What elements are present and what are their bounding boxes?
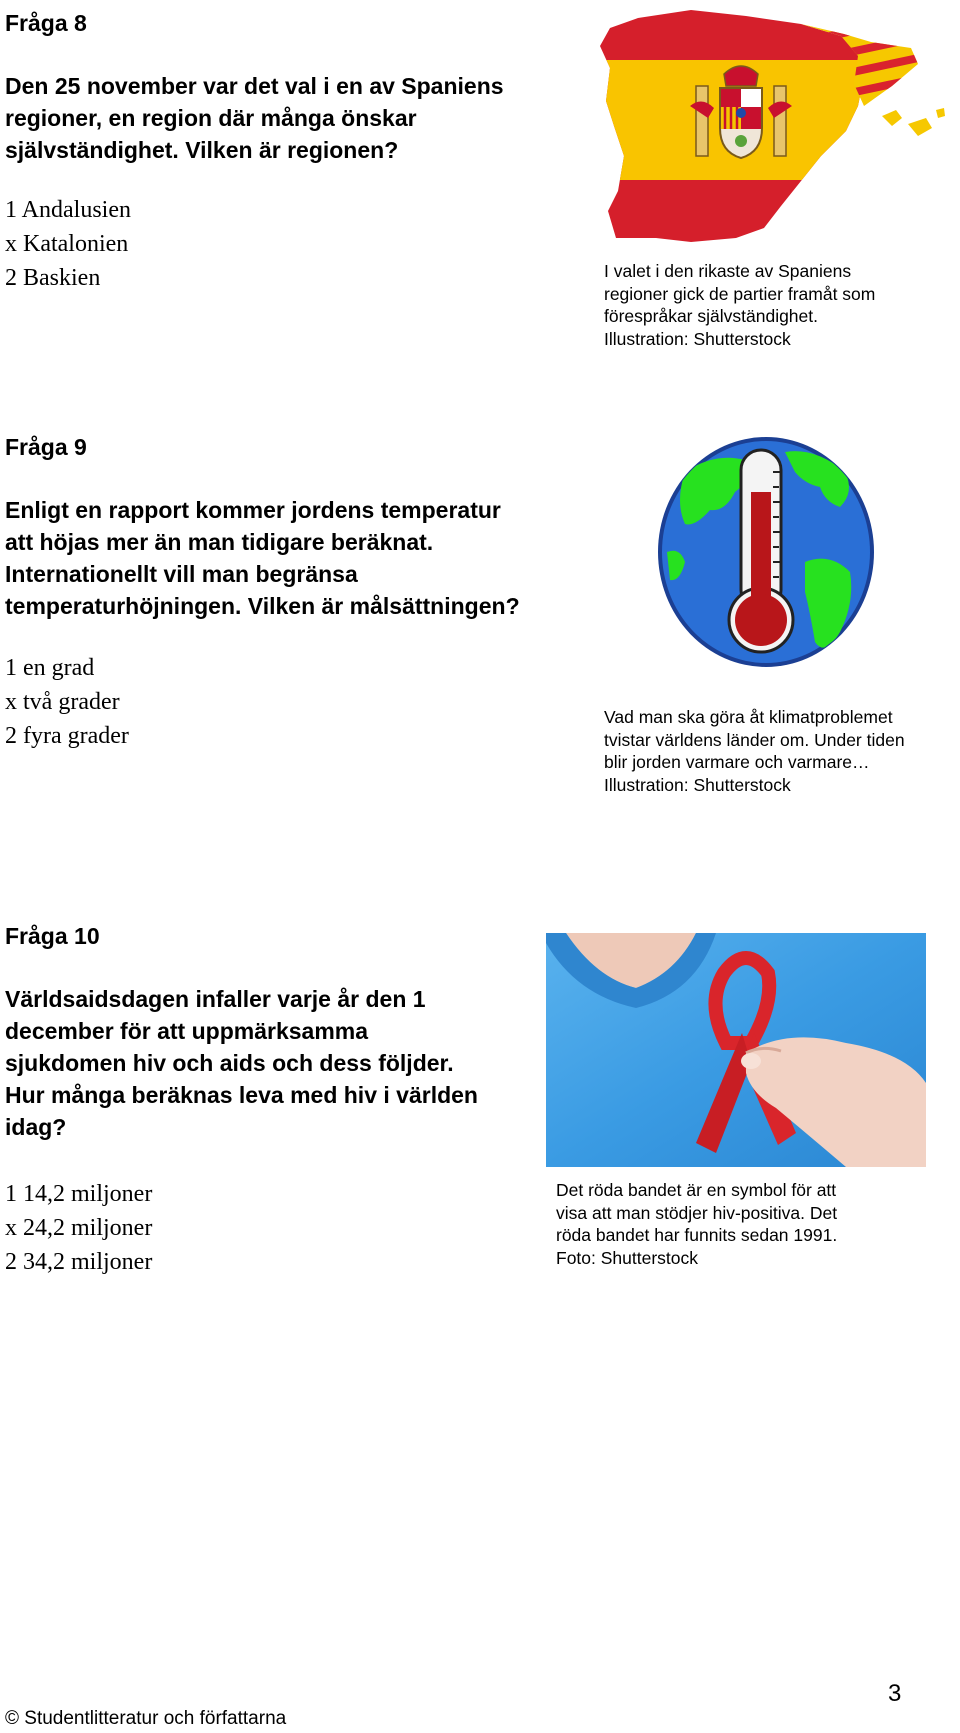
globe-thermometer-icon [655,432,877,670]
caption-line: blir jorden varmare och varmare… [604,752,870,772]
question-10-text-line: december för att uppmärksamma [5,1018,369,1044]
question-10-text-line: sjukdomen hiv och aids och dess följder. [5,1050,454,1076]
spain-map-icon [596,6,946,242]
question-8-text-line: regioner, en region där många önskar [5,105,417,131]
question-9-title: Fråga 9 [5,434,87,460]
caption-credit: Illustration: Shutterstock [604,774,791,795]
answer-option-1: 1 14,2 miljoner [5,1181,153,1207]
question-9-options [5,651,129,753]
answer-option-2: 2 fyra grader [5,723,129,749]
caption-line: förespråkar självständighet. [604,306,818,326]
question-8-caption [604,260,875,350]
answer-option-1: 1 Andalusien [5,197,131,223]
caption-line: röda bandet har funnits sedan 1991. [556,1225,838,1245]
caption-credit: Foto: Shutterstock [556,1247,699,1268]
question-9-text-line: att höjas mer än man tidigare beräknat. [5,529,434,555]
caption-line: I valet i den rikaste av Spaniens [604,261,852,281]
caption-credit: Illustration: Shutterstock [604,328,791,349]
caption-line: Vad man ska göra åt klimatproblemet [604,707,893,727]
question-10-title: Fråga 10 [5,923,100,949]
question-8-text-line: Den 25 november var det val i en av Spaniens [5,73,504,99]
red-ribbon-icon [546,933,926,1167]
question-8-text-line: självständighet. Vilken är regionen? [5,137,399,163]
question-9-caption [604,706,905,796]
caption-line: regioner gick de partier framåt som [604,283,876,304]
answer-option-2: 2 Baskien [5,265,101,291]
question-9-text-line: temperaturhöjningen. Vilken är målsättningen? [5,593,520,619]
question-10-text-line: Hur många beräknas leva med hiv i världen [5,1082,478,1108]
answer-option-x: x Katalonien [5,231,129,257]
answer-option-1: 1 en grad [5,655,95,681]
question-10-text [5,983,545,1143]
question-8-text [5,70,565,166]
question-8-options [5,193,131,295]
question-10-options [5,1177,152,1279]
question-8-title: Fråga 8 [5,10,87,36]
question-10-text-line: Världsaidsdagen infaller varje år den 1 [5,986,426,1012]
question-10-caption [556,1179,837,1269]
answer-option-2: 2 34,2 miljoner [5,1249,153,1275]
answer-option-x: x 24,2 miljoner [5,1215,153,1241]
answer-option-x: x två grader [5,689,120,715]
question-9-text-line: Internationellt vill man begränsa [5,561,358,587]
page-number: 3 [888,1680,902,1707]
question-9-text [5,494,585,622]
question-9-text-line: Enligt en rapport kommer jordens temperatur [5,497,501,523]
question-10-text-line: idag? [5,1114,67,1140]
copyright-notice: © Studentlitteratur och författarna [5,1708,287,1729]
caption-line: visa att man stödjer hiv-positiva. Det [556,1202,838,1223]
caption-line: tvistar världens länder om. Under tiden [604,729,905,750]
caption-line: Det röda bandet är en symbol för att [556,1180,837,1200]
